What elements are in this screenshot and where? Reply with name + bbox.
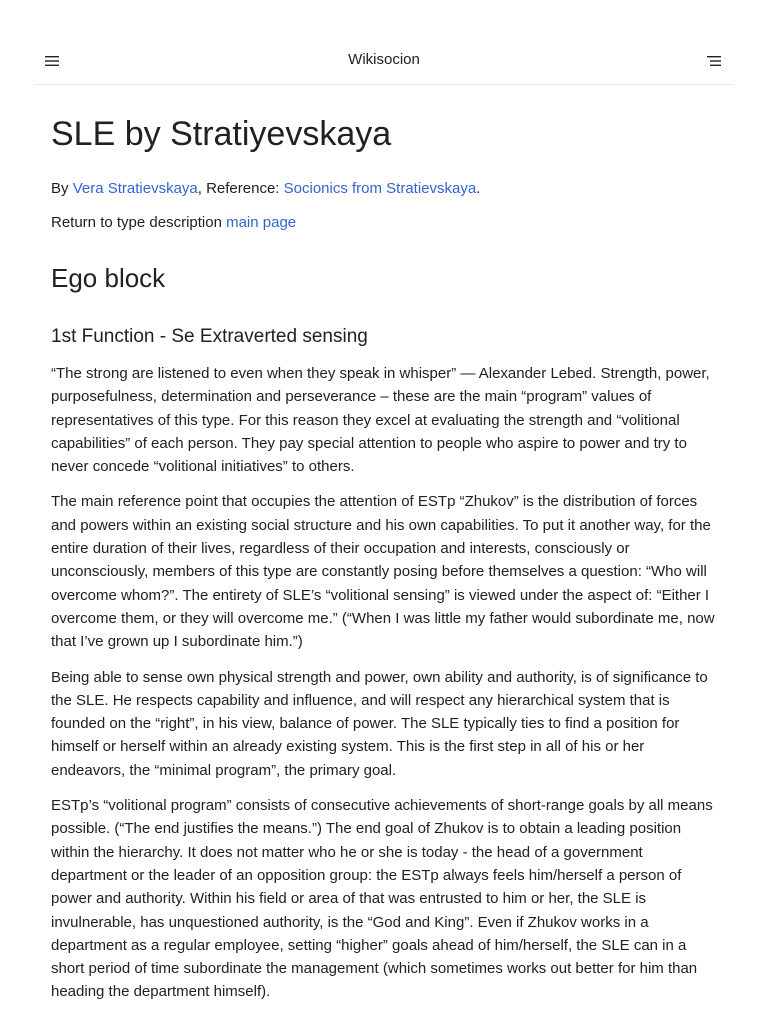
paragraph: Being able to sense own physical strength and power, own ability and authority, is of significance to the SLE. He respects capability and influence, and will respect any hierarchical system that is founded on the “right”, in his view, balance of power. The SLE typically ties to find a position for himself or herself within an already existing system. This is the first step in all of his or her endeavors, the “minimal program”, the primary goal. (51, 668, 708, 779)
site-title-link[interactable]: Wikisocion (348, 51, 420, 68)
page-title: SLE by Stratiyevskaya (51, 115, 392, 153)
return-prefix: Return to type description (51, 214, 227, 231)
paragraph: “The strong are listened to even when they speak in whisper” — Alexander Lebed. Strength, power, purposefulness, determination and perseverance – these are the main “program” values of representatives of this type. For this reason they excel at evaluating the strength and “volitional capabilities” of each person. They pay special attention to people who aspire to power and try to never concede “volitional initiatives” to others. (51, 365, 710, 476)
return-line (51, 212, 721, 234)
article-content (51, 108, 721, 1001)
author-link[interactable]: Vera Stratievskaya (72, 180, 198, 197)
paragraph: The main reference point that occupies the attention of ESTp “Zhukov” is the distribution of forces and powers within an existing social structure and his own capabilities. To put it another way, for the entire duration of their lives, regardless of their occupation and interests, consciously or unconsciously, members of this type are constantly posing before themselves a question: “Who will overcome whom?”. The entirety of SLE’s “volitional sensing” is viewed under the aspect of: “Either I overcome them, or they will overcome me.” (“When I was little my father would subordinate me, now that I’ve grown up I subordinate him.”) (51, 493, 715, 651)
reference-link[interactable]: Socionics from Stratievskaya (283, 180, 477, 197)
by-prefix: By (51, 180, 73, 197)
author-reference-line (51, 178, 721, 200)
main-page-link[interactable]: main page (226, 214, 297, 231)
section-heading-ego-block: Ego block (51, 263, 166, 293)
meta-end: . (476, 180, 481, 197)
paragraph: ESTp’s “volitional program” consists of consecutive achievements of short-range goals by all means possible. (“The end justifies the means.”) The end goal of Zhukov is to obtain a leading position within the hierarchy. It does not matter who he or she is today - the head of a government department or the leader of an opposition group: the ESTp always feels him/herself a person of power and authority. Within his field or area of that was entrusted to him or her, the SLE is invulnerable, has unquestioned authority, is the “God and King”. Even if Zhukov works in a department as a regular employee, setting “higher” goals ahead of him/herself, the SLE can in a short period of time subordinate the management (which sometimes works out better for him than heading the department himself). (51, 797, 713, 1001)
table-of-contents-icon[interactable] (705, 53, 725, 69)
subsection-heading-first-function: 1st Function - Se Extraverted sensing (51, 326, 368, 347)
reference-prefix: , Reference: (197, 180, 284, 197)
top-header (35, 36, 733, 85)
